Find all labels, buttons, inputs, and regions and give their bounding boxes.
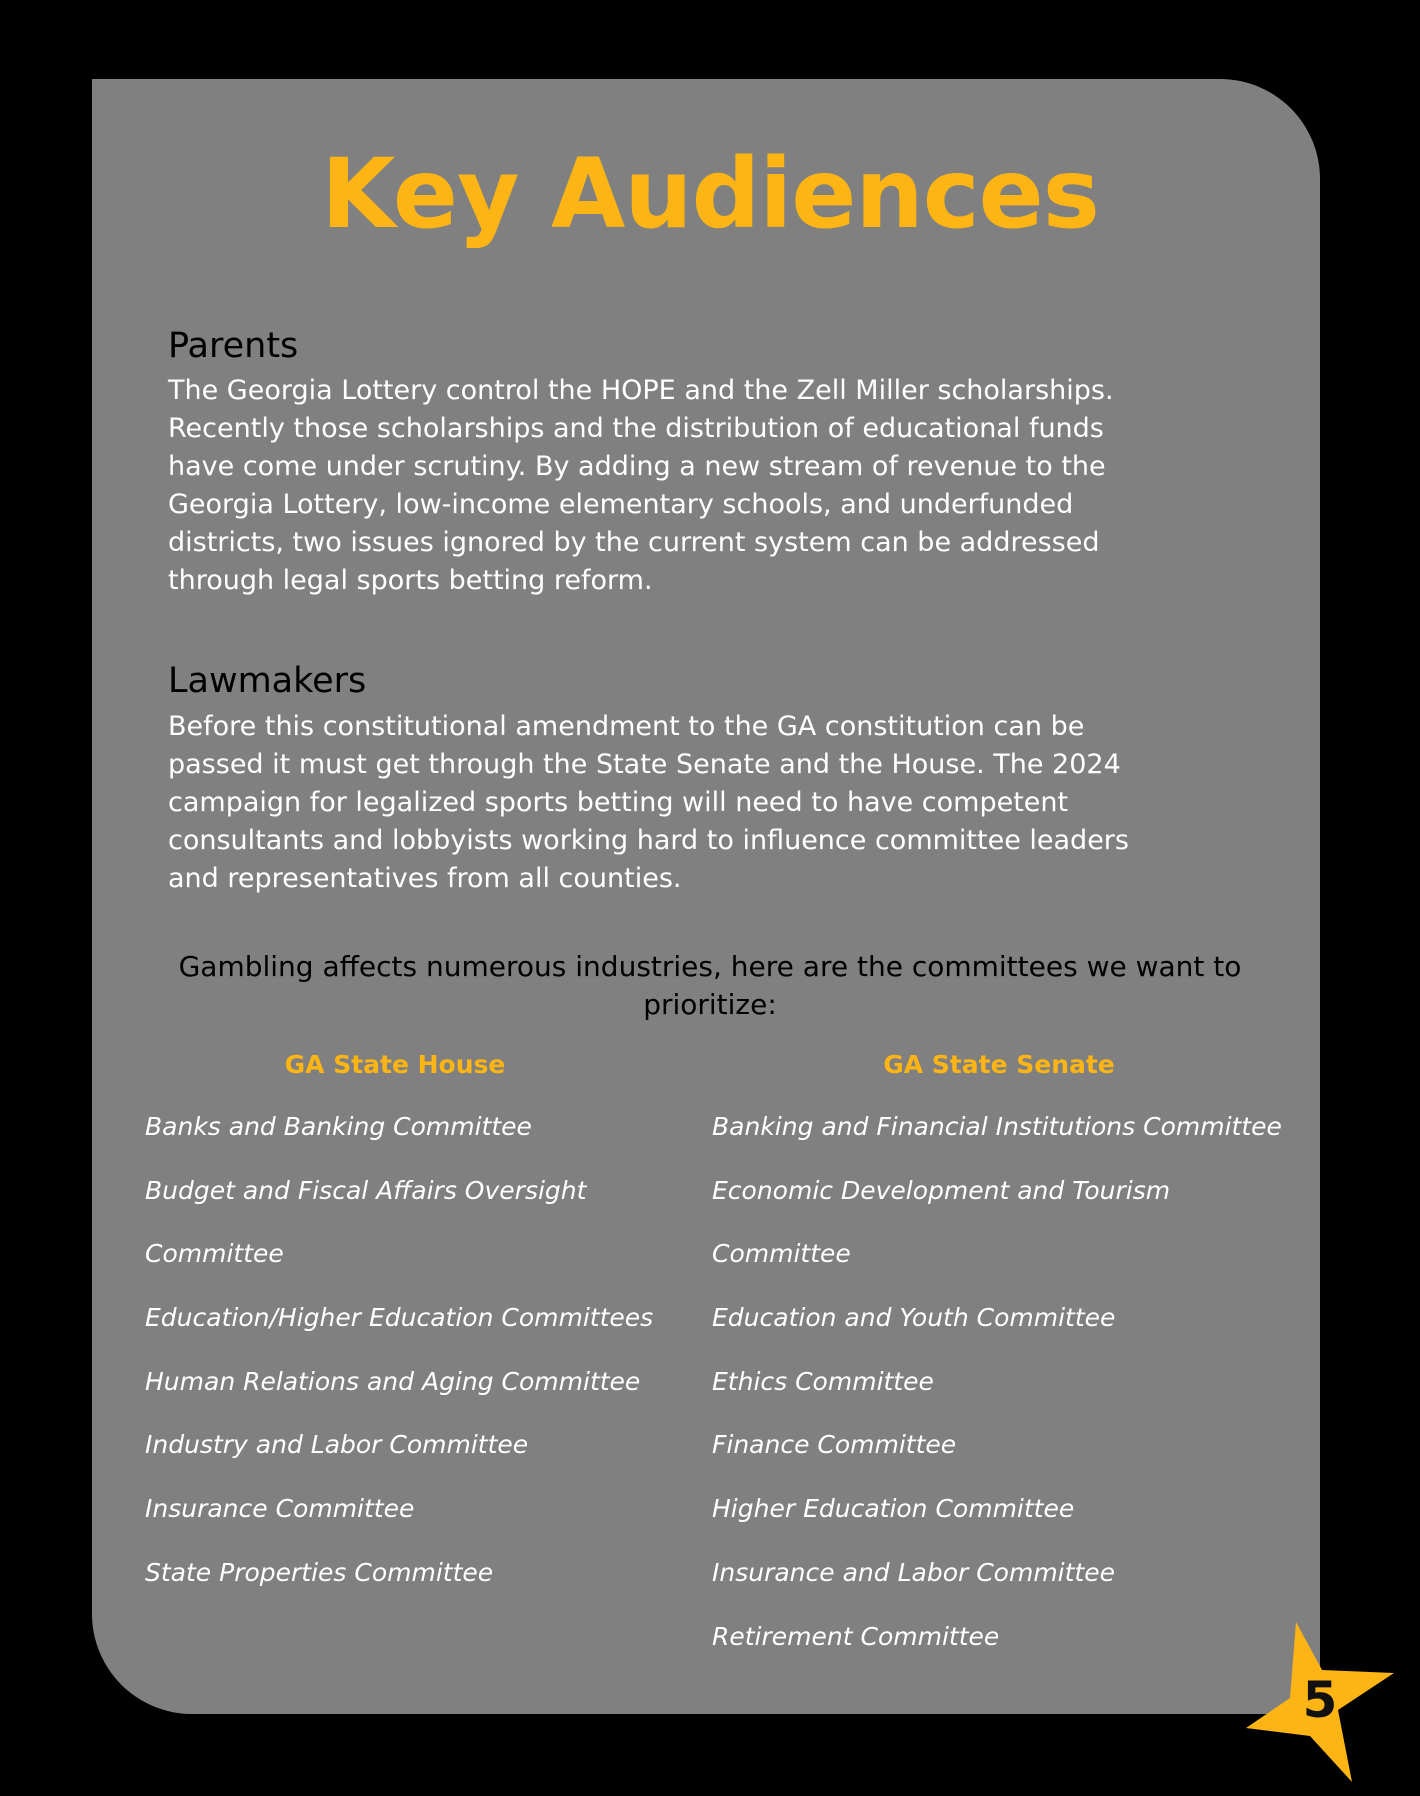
section-heading-lawmakers: Lawmakers [168, 661, 367, 701]
house-committee-item: State Properties Committee [145, 1557, 494, 1587]
senate-committee-item: Banking and Financial Institutions Committee [712, 1112, 1282, 1141]
senate-committee-item: Higher Education Committee [712, 1494, 1075, 1524]
page-title: Key Audiences [321, 138, 1099, 250]
section-body-lawmakers: Before this constitutional amendment to the GA constitution can be passed it must get through the State Senate and the House. The 2024 campaign for legalized sports betting will need to have competent consultants and lobbyists working hard to influence committee leaders and representatives from all counties. [168, 711, 1129, 894]
house-committee-item: Insurance Committee [145, 1494, 415, 1524]
senate-committee-item: Education and Youth Committee [712, 1303, 1116, 1333]
house-heading: GA State House [284, 1050, 506, 1079]
house-committee-item: Education/Higher Education Committees [145, 1303, 654, 1333]
senate-committee-item: Committee [712, 1239, 851, 1269]
committees-intro: Gambling affects numerous industries, here are the committees we want to prioritize: [178, 950, 1242, 1021]
senate-committee-item: Economic Development and Tourism [712, 1175, 1171, 1205]
house-committee-item: Banks and Banking Committee [145, 1112, 532, 1141]
senate-committee-item: Ethics Committee [712, 1366, 934, 1396]
section-heading-parents: Parents [168, 326, 299, 366]
house-committee-item: Industry and Labor Committee [145, 1430, 529, 1460]
house-committee-item: Budget and Fiscal Affairs Oversight [145, 1175, 587, 1205]
senate-committee-item: Finance Committee [712, 1430, 957, 1460]
house-committee-item: Human Relations and Aging Committee [145, 1366, 641, 1396]
section-body-parents: The Georgia Lottery control the HOPE and the Zell Miller scholarships. Recently those scholarships and the distribution of educational funds have come under scrutiny. By adding a new stream of revenue to the Georgia Lottery, low-income elementary schools, and underfunded districts, two issues ignored by the current system can be addressed through legal sports betting reform. [168, 375, 1114, 596]
senate-heading: GA State Senate [883, 1050, 1115, 1079]
page-number: 5 [1302, 1671, 1338, 1729]
house-committee-item: Committee [145, 1239, 284, 1269]
senate-committee-list [712, 1112, 1282, 1685]
senate-committee-item: Insurance and Labor Committee [712, 1557, 1115, 1587]
senate-committee-item: Retirement Committee [712, 1621, 1000, 1651]
house-committee-list [145, 1112, 653, 1622]
